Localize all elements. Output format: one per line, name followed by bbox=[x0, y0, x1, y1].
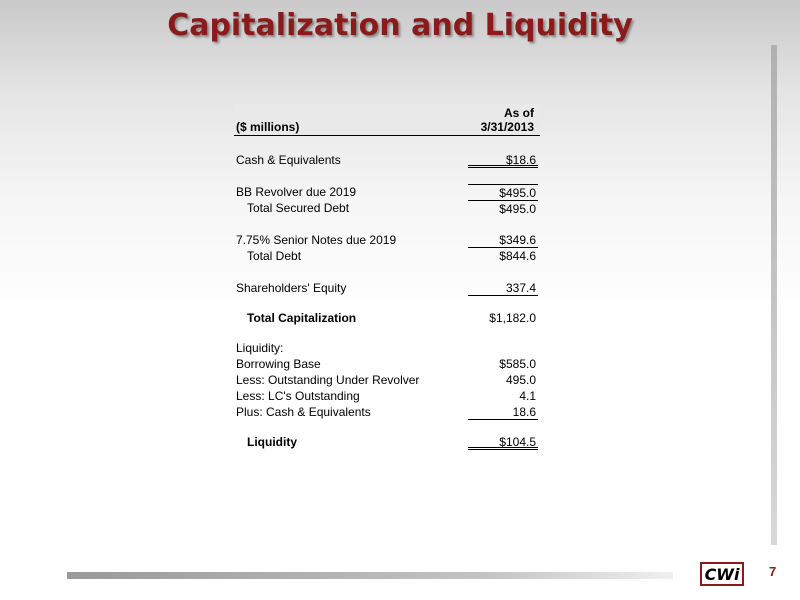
table-row bbox=[234, 280, 540, 296]
row-label: Plus: Cash & Equivalents bbox=[236, 405, 371, 419]
table-row bbox=[234, 152, 540, 168]
row-label: Cash & Equivalents bbox=[236, 153, 341, 167]
table-row bbox=[234, 310, 540, 326]
footer-decorative-bar bbox=[67, 572, 673, 579]
row-value: $495.0 bbox=[468, 200, 538, 216]
row-label: Borrowing Base bbox=[236, 357, 321, 371]
table-row bbox=[234, 340, 540, 356]
row-value: 495.0 bbox=[505, 373, 536, 387]
row-value: 337.4 bbox=[468, 280, 538, 296]
page-number: 7 bbox=[769, 564, 777, 579]
row-label: 7.75% Senior Notes due 2019 bbox=[236, 233, 397, 247]
table-header bbox=[234, 104, 540, 136]
row-label: BB Revolver due 2019 bbox=[236, 185, 357, 199]
row-value bbox=[468, 340, 538, 356]
row-value: $1,182.0 bbox=[489, 311, 536, 325]
table-row bbox=[234, 200, 540, 216]
row-value: 4.1 bbox=[519, 389, 536, 403]
row-value: $104.5 bbox=[468, 434, 538, 450]
row-value: $18.6 bbox=[468, 152, 538, 168]
units-label: ($ millions) bbox=[236, 120, 300, 134]
table-row bbox=[234, 248, 540, 264]
row-label: Total Secured Debt bbox=[247, 201, 350, 215]
row-label: Less: Outstanding Under Revolver bbox=[236, 373, 420, 387]
row-label: Liquidity bbox=[247, 435, 297, 449]
table-row bbox=[234, 434, 540, 450]
row-value: $844.6 bbox=[499, 249, 536, 263]
table-row bbox=[234, 232, 540, 248]
table-row bbox=[234, 388, 540, 404]
row-label: Shareholders' Equity bbox=[236, 281, 347, 295]
row-value: $349.6 bbox=[468, 232, 538, 248]
row-value: 18.6 bbox=[468, 404, 538, 420]
company-logo bbox=[700, 562, 744, 586]
row-label: Total Capitalization bbox=[247, 311, 357, 325]
row-label: Total Debt bbox=[247, 249, 302, 263]
right-decorative-bar bbox=[771, 45, 777, 545]
row-value: $585.0 bbox=[499, 357, 536, 371]
slide-title: Capitalization and Liquidity bbox=[167, 8, 633, 43]
row-label: Less: LC's Outstanding bbox=[236, 389, 360, 403]
column-header-line1: As of bbox=[504, 106, 534, 120]
row-value: $495.0 bbox=[468, 184, 538, 200]
column-header-line2: 3/31/2013 bbox=[480, 120, 534, 134]
table-row bbox=[234, 184, 540, 200]
row-label: Liquidity: bbox=[236, 341, 284, 355]
capitalization-table bbox=[234, 104, 540, 450]
logo-text: CWi bbox=[704, 564, 740, 584]
table-row bbox=[234, 356, 540, 372]
table-row bbox=[234, 372, 540, 388]
table-row bbox=[234, 404, 540, 420]
